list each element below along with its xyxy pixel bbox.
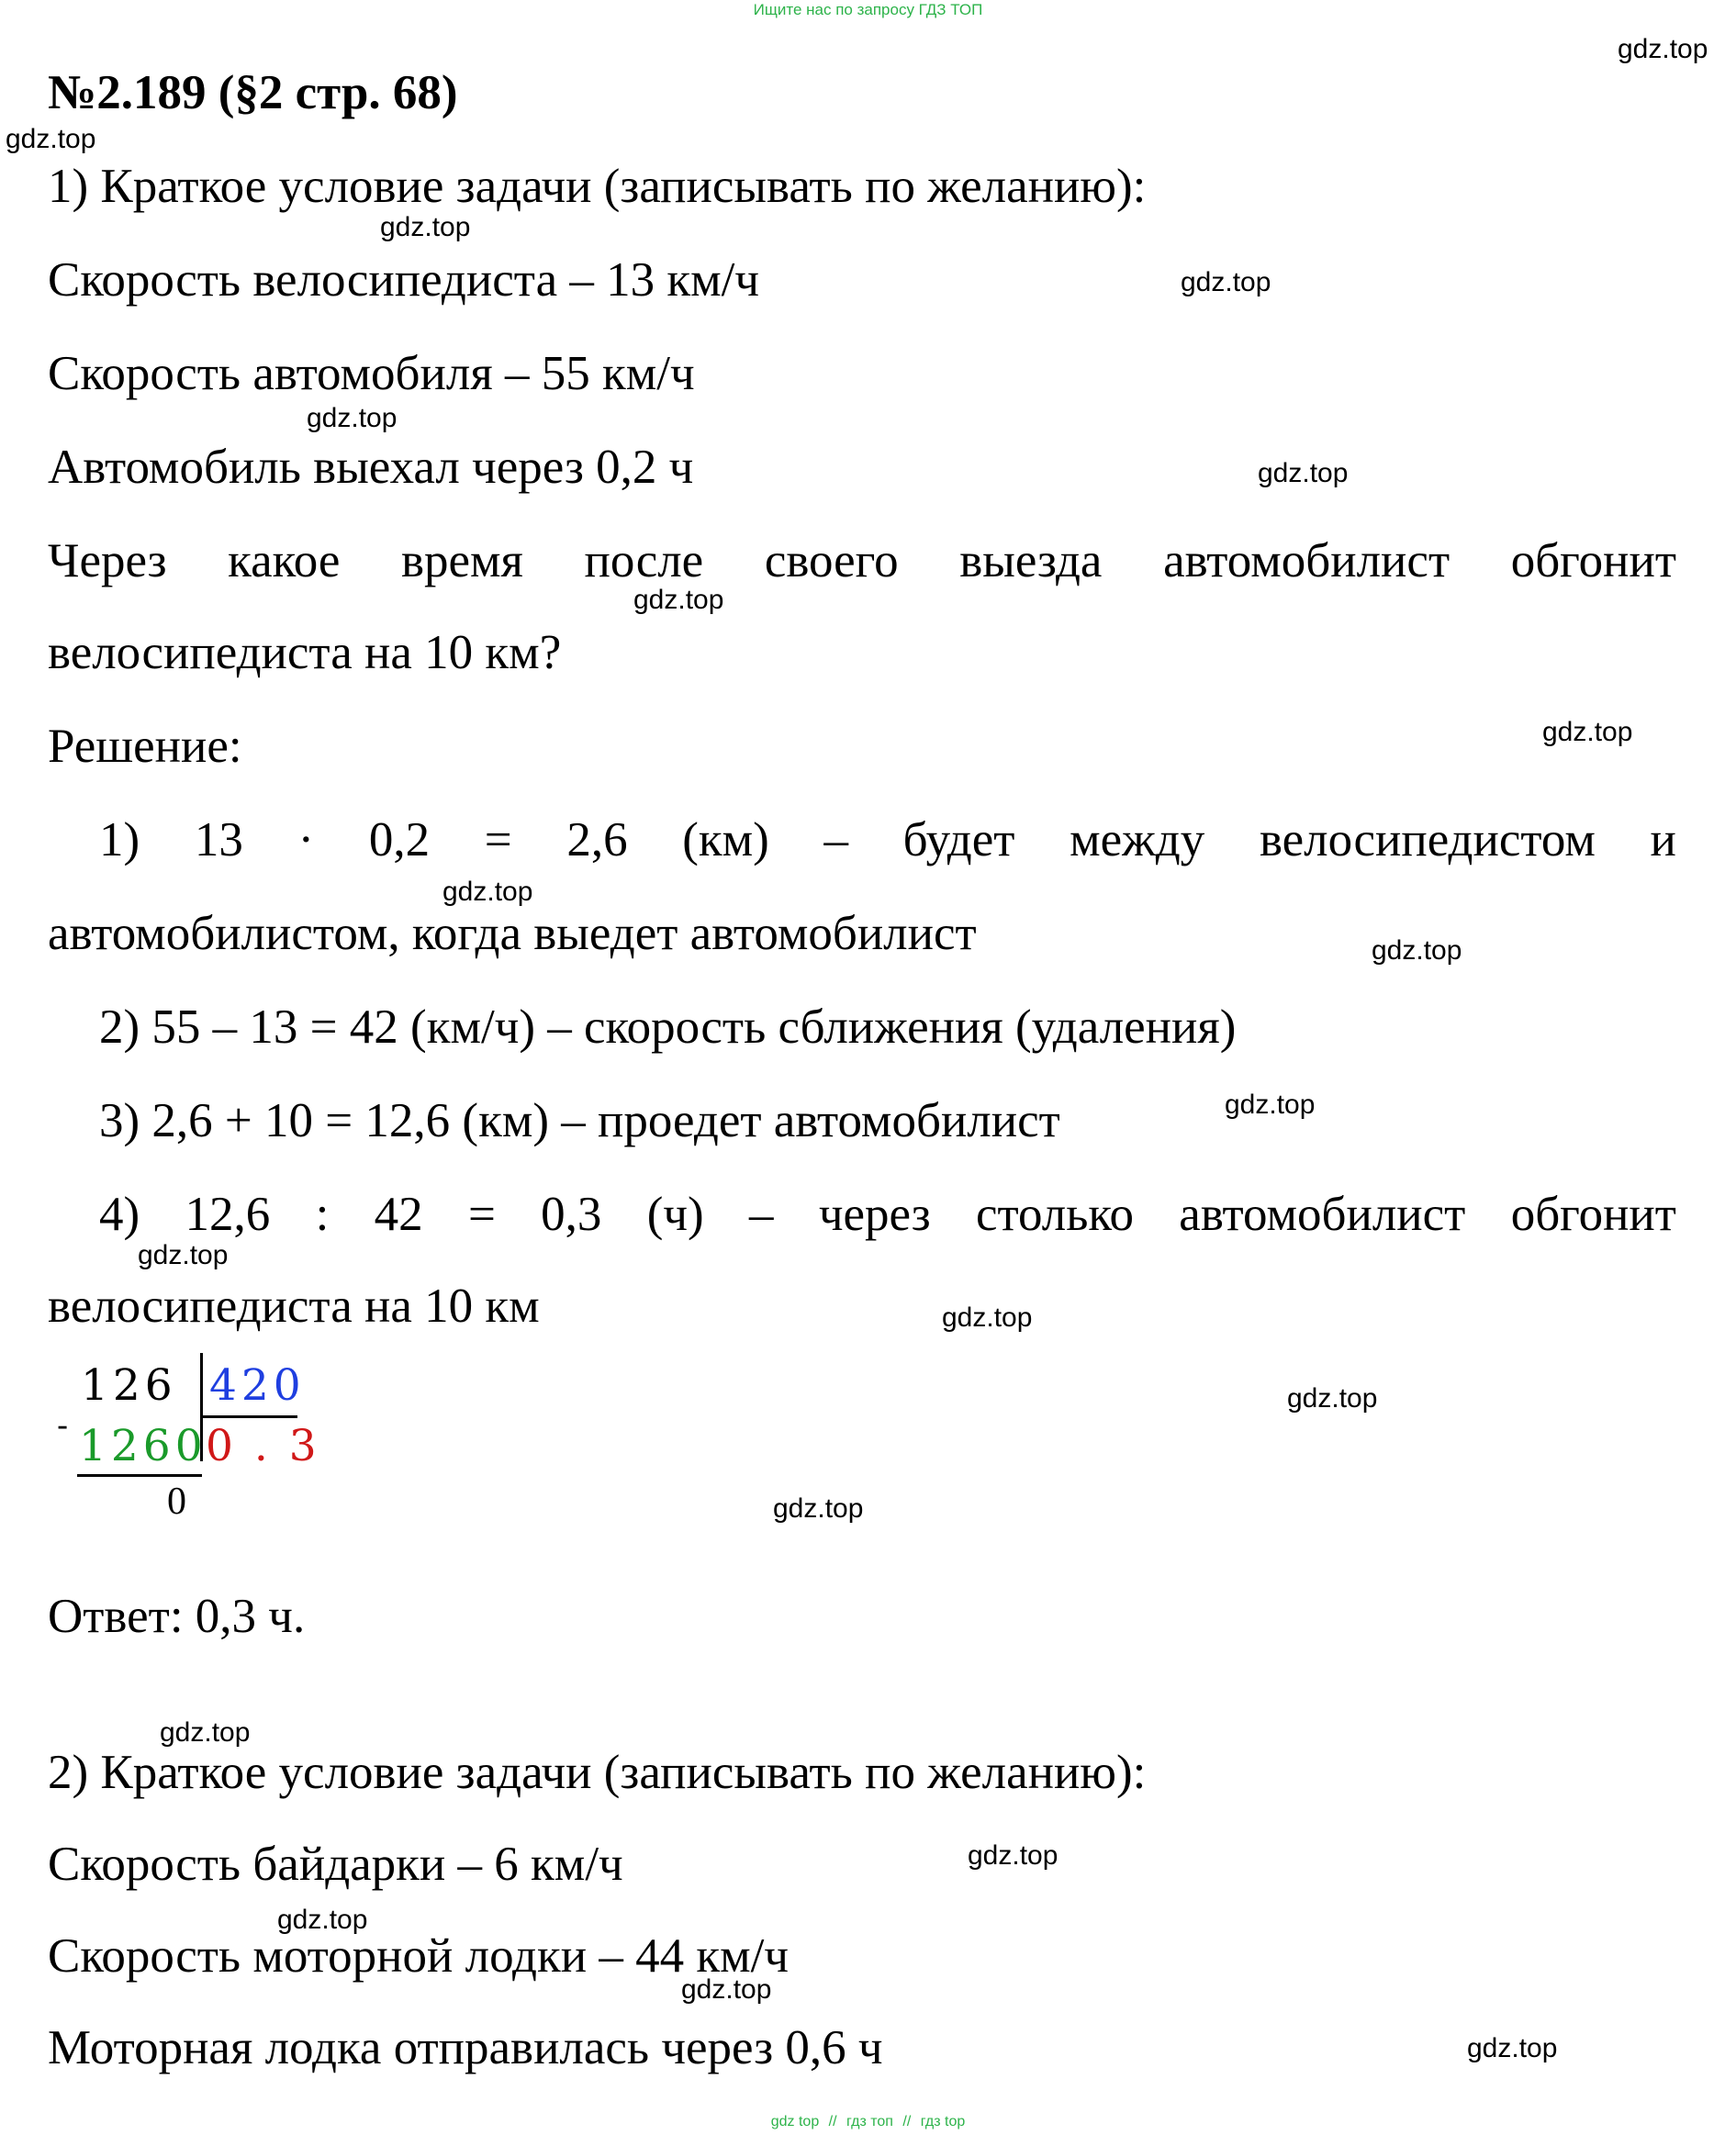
watermark: gdz.top [968,1840,1058,1871]
long-division [55,1347,320,1523]
bottom-banner-link[interactable]: гдз top [920,2114,966,2129]
bottom-banner-link[interactable]: gdz top [770,2114,820,2129]
solution-header: Решение: [48,720,242,773]
bottom-banner-separator: // [828,2114,837,2129]
step1-token: = [484,813,512,866]
watermark: gdz.top [633,585,724,615]
watermark: gdz.top [942,1302,1033,1333]
part2-condition-header: 2) Краткое условие задачи (записывать по желанию): [48,1746,1147,1799]
watermark: gdz.top [307,403,398,433]
question-word: какое [228,534,341,587]
part1-cond-line-1: Скорость велосипедиста – 13 км/ч [48,253,760,307]
question-word: автомобилист [1163,534,1450,587]
step2: 2) 55 – 13 = 42 (км/ч) – скорость сближения (удаления) [99,1000,1237,1054]
step4-token: : [315,1188,330,1241]
watermark: gdz.top [1287,1383,1378,1414]
division-divisor-line [200,1415,297,1418]
division-dividend: 126 [81,1360,177,1411]
step4-token: обгонит [1510,1188,1676,1241]
step4-line-1 [99,1182,1676,1246]
step1-line-2: автомобилистом, когда выедет автомобилист [48,907,977,960]
top-banner[interactable]: Ищите нас по запросу ГДЗ ТОП [753,1,983,18]
step1-token: и [1650,813,1676,866]
division-subtrahend: 1260 [79,1421,207,1471]
step4-line-2: велосипедиста на 10 км [48,1280,540,1333]
watermark: gdz.top [442,877,533,907]
step1-token: велосипедистом [1259,813,1596,866]
step4-token: через [818,1188,931,1241]
question-word: после [584,534,704,587]
watermark: gdz.top [1181,267,1271,297]
step1-token: будет [902,813,1015,866]
watermark: gdz.top [160,1717,251,1748]
step4-token: 4) [99,1188,140,1241]
step1-token: 1) [99,813,140,866]
watermark: gdz.top [1542,717,1633,747]
part2-cond-line-2: Скорость моторной лодки – 44 км/ч [48,1929,790,1983]
step1-token: · [297,813,315,866]
division-minus-sign: - [57,1407,69,1445]
step4-token: 0,3 [541,1188,602,1241]
question-word: Через [48,534,167,587]
question-word: время [400,534,523,587]
part1-condition-header: 1) Краткое условие задачи (записывать по желанию): [48,160,1147,213]
part1-cond-line-3: Автомобиль выехал через 0,2 ч [48,441,694,494]
part1-question-line-2: велосипедиста на 10 км? [48,626,562,679]
question-word: обгонит [1510,534,1676,587]
step1-token: между [1070,813,1205,866]
step1-line-1 [99,808,1676,872]
watermark: gdz.top [277,1905,368,1935]
division-divisor: 420 [209,1360,306,1411]
part2-cond-line-1: Скорость байдарки – 6 км/ч [48,1838,623,1891]
page-title: №2.189 (§2 стр. 68) [48,66,458,119]
step4-token: автомобилист [1179,1188,1466,1241]
step3: 3) 2,6 + 10 = 12,6 (км) – проедет автомобилист [99,1094,1060,1147]
step4-token: – [749,1188,774,1241]
division-quotient: 0 . 3 [206,1421,320,1471]
watermark: gdz.top [138,1240,229,1270]
step1-token: 0,2 [368,813,431,866]
watermark: gdz.top [1258,458,1349,488]
watermark: gdz.top [773,1493,864,1524]
bottom-banner-separator: // [902,2114,912,2129]
step1-token: 2,6 [566,813,628,866]
step4-token: = [467,1188,496,1241]
watermark: gdz.top [1225,1090,1316,1120]
bottom-banner-link[interactable]: гдз топ [846,2114,893,2129]
watermark: gdz.top [1618,34,1708,64]
part1-question-line-1 [48,529,1676,593]
step4-token: (ч) [646,1188,704,1241]
watermark: gdz.top [1467,2033,1558,2063]
step1-token: (км) [682,813,769,866]
step4-token: 12,6 [185,1188,271,1241]
step1-token: 13 [194,813,243,866]
watermark: gdz.top [380,212,471,242]
division-remainder: 0 [167,1481,186,1523]
part2-cond-line-3: Моторная лодка отправилась через 0,6 ч [48,2021,883,2074]
watermark: gdz.top [1372,935,1462,966]
watermark: gdz.top [681,1974,772,2005]
step4-token: 42 [374,1188,423,1241]
question-word: своего [764,534,899,587]
answer: Ответ: 0,3 ч. [48,1590,306,1643]
watermark: gdz.top [6,124,96,154]
question-word: выезда [959,534,1103,587]
step4-token: столько [976,1188,1134,1241]
part1-cond-line-2: Скорость автомобиля – 55 км/ч [48,347,695,400]
step1-token: – [823,813,848,866]
bottom-banner [0,2113,1736,2131]
